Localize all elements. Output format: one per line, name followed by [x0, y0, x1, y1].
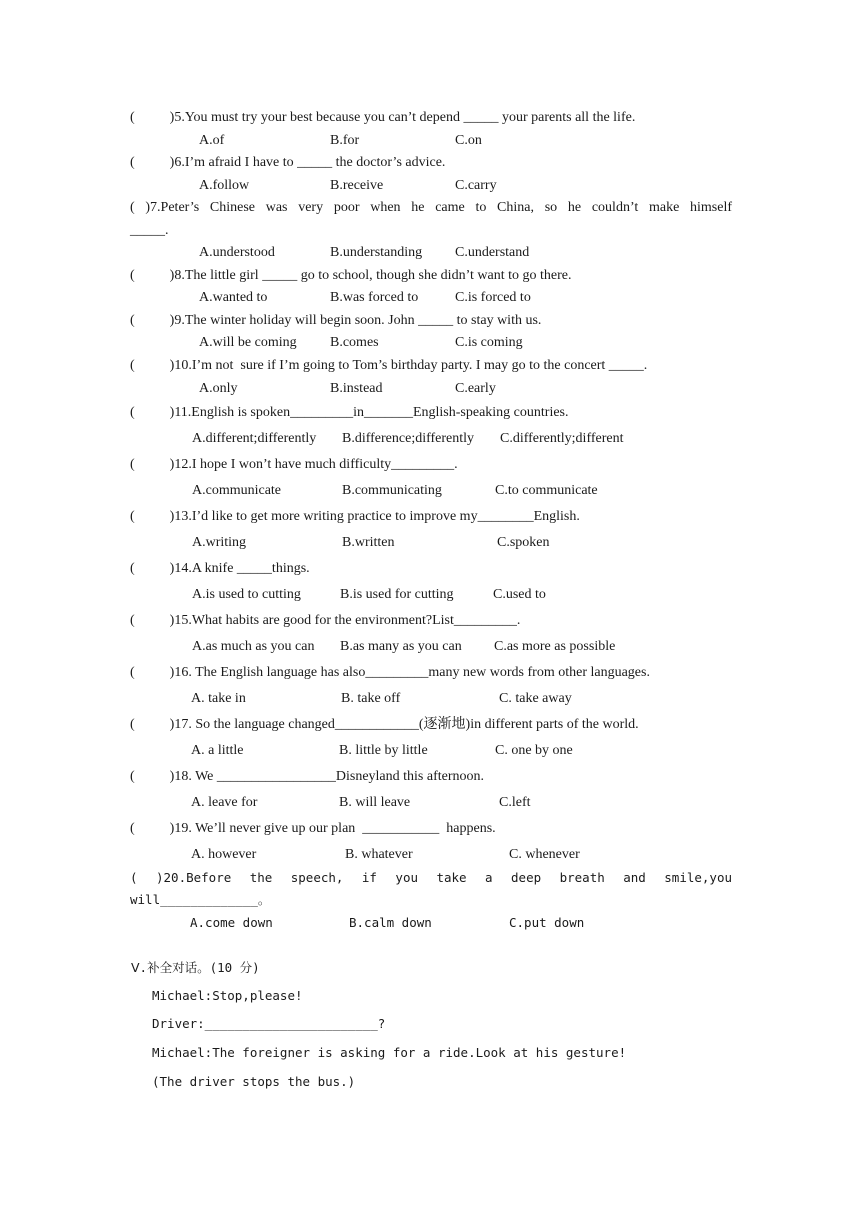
question-14-option-b: B.is used for cutting — [340, 587, 454, 602]
question-19-option-a: A. however — [191, 847, 257, 862]
dialogue-line: Driver:_______________________? — [152, 1016, 386, 1031]
dialogue-line: Michael:The foreigner is asking for a ride.Look at his gesture! — [152, 1045, 627, 1060]
question-20-option-a: A.come down — [190, 915, 273, 930]
question-8-option-a: A.wanted to — [199, 290, 268, 305]
question-13-stem: ( )13.I’d like to get more writing practice to improve my________English. — [130, 509, 580, 524]
dialogue-line: Michael:Stop,please! — [152, 988, 303, 1003]
question-6-stem: ( )6.I’m afraid I have to _____ the doctor’s advice. — [130, 155, 446, 170]
question-11-option-c: C.differently;different — [500, 431, 624, 446]
question-15-stem: ( )15.What habits are good for the environment?List_________. — [130, 613, 521, 628]
question-9-option-c: C.is coming — [455, 335, 523, 350]
question-10-option-a: A.only — [199, 381, 238, 396]
question-20-option-c: C.put down — [509, 915, 585, 930]
question-18-option-c: C.left — [499, 795, 531, 810]
question-7-option-a: A.understood — [199, 245, 275, 260]
question-14-stem: ( )14.A knife _____things. — [130, 561, 310, 576]
question-16-option-a: A. take in — [191, 691, 246, 706]
question-7-stem-continued: _____. — [130, 223, 169, 238]
question-5-option-b: B.for — [330, 133, 360, 148]
question-6-option-a: A.follow — [199, 178, 250, 193]
question-10-option-b: B.instead — [330, 381, 383, 396]
question-15-option-b: B.as many as you can — [340, 639, 462, 654]
question-6-option-b: B.receive — [330, 178, 384, 193]
question-13-option-c: C.spoken — [497, 535, 550, 550]
question-19-stem: ( )19. We’ll never give up our plan ___________ happens. — [130, 821, 496, 836]
question-12-option-c: C.to communicate — [495, 483, 598, 498]
question-10-stem: ( )10.I’m not sure if I’m going to Tom’s birthday party. I may go to the concert _____. — [130, 358, 648, 373]
question-14-option-a: A.is used to cutting — [192, 587, 301, 602]
question-20-option-b: B.calm down — [349, 915, 432, 930]
question-11-option-a: A.different;differently — [192, 431, 317, 446]
question-8-option-b: B.was forced to — [330, 290, 419, 305]
question-20-stem-continued: will_____________。 — [130, 892, 271, 907]
question-16-option-b: B. take off — [341, 691, 401, 706]
question-5-option-c: C.on — [455, 133, 482, 148]
question-12-stem: ( )12.I hope I won’t have much difficulty_________. — [130, 457, 458, 472]
question-5-stem: ( )5.You must try your best because you can’t depend _____ your parents all the life. — [130, 110, 636, 125]
question-19-option-c: C. whenever — [509, 847, 580, 862]
question-16-option-c: C. take away — [499, 691, 572, 706]
question-7-stem: ( )7.Peter’s Chinese was very poor when he came to China, so he couldn’t make himself — [130, 200, 732, 215]
section-5-heading: Ⅴ.补全对话。(10 分) — [131, 960, 260, 975]
question-17-stem: ( )17. So the language changed____________(逐渐地)in different parts of the world. — [130, 717, 639, 732]
question-7-option-c: C.understand — [455, 245, 530, 260]
question-8-stem: ( )8.The little girl _____ go to school, though she didn’t want to go there. — [130, 268, 572, 283]
question-11-stem: ( )11.English is spoken_________in_______English-speaking countries. — [130, 405, 569, 420]
question-19-option-b: B. whatever — [345, 847, 413, 862]
question-13-option-b: B.written — [342, 535, 395, 550]
question-9-stem: ( )9.The winter holiday will begin soon. John _____ to stay with us. — [130, 313, 542, 328]
question-17-option-a: A. a little — [191, 743, 244, 758]
question-9-option-b: B.comes — [330, 335, 379, 350]
question-5-option-a: A.of — [199, 133, 225, 148]
question-10-option-c: C.early — [455, 381, 496, 396]
question-18-stem: ( )18. We _________________Disneyland this afternoon. — [130, 769, 485, 784]
question-9-option-a: A.will be coming — [199, 335, 297, 350]
question-16-stem: ( )16. The English language has also_________many new words from other languages. — [130, 665, 650, 680]
question-17-option-b: B. little by little — [339, 743, 428, 758]
question-15-option-c: C.as more as possible — [494, 639, 616, 654]
question-15-option-a: A.as much as you can — [192, 639, 315, 654]
question-6-option-c: C.carry — [455, 178, 497, 193]
question-18-option-a: A. leave for — [191, 795, 258, 810]
question-12-option-a: A.communicate — [192, 483, 282, 498]
question-11-option-b: B.difference;differently — [342, 431, 475, 446]
question-12-option-b: B.communicating — [342, 483, 442, 498]
question-20-stem: ( )20.Before the speech, if you take a deep breath and smile,you — [130, 870, 732, 885]
question-8-option-c: C.is forced to — [455, 290, 531, 305]
question-13-option-a: A.writing — [192, 535, 247, 550]
question-18-option-b: B. will leave — [339, 795, 411, 810]
question-14-option-c: C.used to — [493, 587, 546, 602]
question-7-option-b: B.understanding — [330, 245, 423, 260]
dialogue-line: (The driver stops the bus.) — [152, 1074, 356, 1089]
question-17-option-c: C. one by one — [495, 743, 573, 758]
